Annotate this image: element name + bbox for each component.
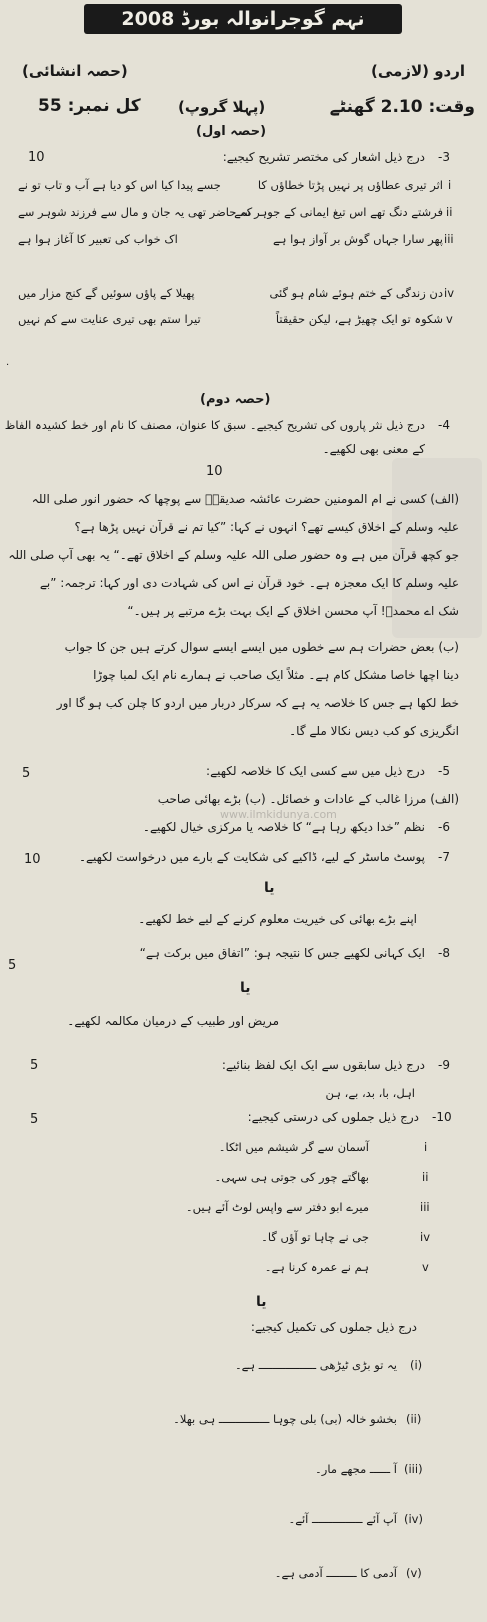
part-one-label: (حصہ اول) (196, 124, 267, 139)
list-item-num: (i) (410, 1358, 423, 1372)
paragraph-line: انگریزی کو کب دیس نکالا ملے گا۔ (289, 724, 459, 738)
q4-marks: 10 (206, 464, 223, 479)
q7-alt: اپنے بڑے بھائی کی خیریت معلوم کرنے کے لیے خط لکھیے۔ (138, 912, 417, 926)
q5-marks: 5 (22, 766, 31, 781)
q9-marks: 5 (30, 1058, 39, 1073)
q9-number: -9 (438, 1058, 450, 1072)
q6-text: نظم ”خدا دیکھ رہا ہے“ کا خلاصہ یا مرکزی خیال لکھیے۔ (142, 820, 425, 834)
q3-line-right: دن زندگی کے ختم ہوئے شام ہو گئی (269, 286, 443, 300)
q3-marks: 10 (28, 150, 45, 165)
q3-line-right: اثر تیری عطاؤں پر نہیں پڑتا خطاؤں کا (257, 178, 443, 192)
q4-instruction-1: درج ذیل نثر پاروں کی تشریح کیجیے۔ سبق کا عنوان، مصنف کا نام اور خط کشیدہ الفاظ (4, 418, 425, 432)
q7-text: پوسٹ ماسٹر کے لیے، ڈاکیے کی شکایت کے بارے میں درخواست لکھیے۔ (78, 850, 425, 864)
q7-number: -7 (438, 850, 450, 864)
part-two-label: (حصہ دوم) (200, 392, 271, 407)
list-item-num: (ii) (406, 1412, 422, 1426)
q7-or: یا (264, 880, 275, 896)
list-item: ہم نے عمرہ کرنا ہے۔ (264, 1260, 369, 1274)
margin-mark: · (6, 360, 10, 371)
time-label: وقت: 2.10 گھنٹے (329, 97, 475, 117)
q3-line-right: شکوہ تو ایک چھیڑ ہے، لیکن حقیقتاً (275, 312, 443, 326)
subject-label: اردو (لازمی) (371, 62, 465, 80)
list-item: آدمی کا ـــــــــ آدمی ہے۔ (274, 1566, 397, 1580)
q9-text: درج ذیل سابقوں سے ایک ایک لفظ بنائیے: (221, 1058, 425, 1072)
paragraph-line: شک اے محمدؐ! آپ محسن اخلاق کے ایک بہت بڑے مرتبے پر ہیں۔“ (127, 604, 459, 618)
total-marks: کل نمبر: 55 (38, 96, 141, 116)
q3-line-left: کہ حاضر تھی یہ جان و مال سے فرزند شوہر سے (18, 205, 253, 219)
q8-text: ایک کہانی لکھیے جس کا نتیجہ ہو: ”اتفاق میں برکت ہے“ (139, 946, 425, 960)
q3-line-left: اک خواب کی تعبیر کا آغاز ہوا ہے (18, 232, 178, 246)
list-item-num: ii (422, 1170, 429, 1184)
q3-line-num: ii (446, 205, 453, 219)
q8-number: -8 (438, 946, 450, 960)
q3-line-num: v (446, 312, 453, 326)
q3-line-left: تیرا ستم بھی تیری عنایت سے کم نہیں (18, 312, 201, 326)
q10-text: درج ذیل جملوں کی درستی کیجیے: (247, 1110, 419, 1124)
paragraph-line: دینا اچھا خاصا مشکل کام ہے۔ مثلاً ایک صاحب نے ہمارے نام ایک لمبا چوڑا (93, 668, 459, 682)
q10-marks: 5 (30, 1112, 39, 1127)
q3-line-right: فرشتے دنگ تھے اس تیغ ایمانی کے جوہر سے (234, 205, 443, 219)
q4-instruction-2: کے معنی بھی لکھیے۔ (322, 442, 425, 456)
q8-marks: 5 (8, 958, 17, 973)
list-item: جی نے چاہا تو آؤں گا۔ (261, 1230, 369, 1244)
list-item-num: (iv) (404, 1512, 423, 1526)
q3-line-right: پھر سارا جہاں گوش بر آواز ہوا ہے (273, 232, 443, 246)
q10-or: یا (256, 1294, 267, 1310)
q3-line-left: جسے پیدا کیا اس کو دیا ہے آب و تاب تو نے (18, 178, 221, 192)
list-item: یہ تو بڑی ٹیڑھی ـــــــــــــــــ ہے۔ (234, 1358, 397, 1372)
list-item: آسمان سے گر شیشم میں اٹکا۔ (218, 1140, 369, 1154)
watermark-url: www.ilmkidunya.com (220, 808, 337, 821)
group-label: (پہلا گروپ) (178, 98, 266, 116)
list-item-num: (iii) (404, 1462, 423, 1476)
list-item-num: v (422, 1260, 429, 1274)
q9-items: اہل، با، بد، بے، ہن (325, 1086, 415, 1100)
q5-options: (الف) مرزا غالب کے عادات و خصائل۔ (ب) بڑے بھائی صاحب (157, 792, 459, 806)
list-item: آپ آئے ـــــــــــــــ آئے۔ (288, 1512, 397, 1526)
q5-number: -5 (438, 764, 450, 778)
q10-number: -10 (432, 1110, 452, 1124)
paragraph-line: جو کچھ قرآن میں ہے وہ حضور صلی اللہ علیہ وسلم کے اخلاق تھے۔“ یہ بھی آپ صلی اللہ (8, 548, 459, 562)
list-item: بخشو خالہ (بی) بلی چوہا ـــــــــــــــ ہی بھلا۔ (173, 1412, 397, 1426)
q7-marks: 10 (24, 852, 41, 867)
q3-number: -3 (438, 150, 450, 164)
q3-line-left: پھیلا کے پاؤں سوئیں گے کنج مزار میں (18, 286, 195, 300)
list-item-num: iii (420, 1200, 430, 1214)
list-item-num: i (424, 1140, 428, 1154)
list-item: آ ــــــ مجھے مار۔ (315, 1462, 397, 1476)
q3-line-num: iv (444, 286, 455, 300)
q10-alt-instruction: درج ذیل جملوں کی تکمیل کیجیے: (250, 1320, 417, 1334)
q8-or: یا (240, 980, 251, 996)
paragraph-line: خط لکھا ہے جس کا خلاصہ یہ ہے کہ سرکار دربار میں اردو کا چلن کب ہو گا اور (56, 696, 459, 710)
list-item: بھاگتے چور کی جوتی ہی سہی۔ (214, 1170, 369, 1184)
paragraph-line: علیہ وسلم کا ایک معجزہ ہے۔ خود قرآن نے اس کی شہادت دی اور کہا: ترجمہ: ”بے (39, 576, 459, 590)
q6-number: -6 (438, 820, 450, 834)
paragraph-line: علیہ وسلم کے اخلاق کیسے تھے؟ انہوں نے کہا: ”کیا تم نے قرآن نہیں پڑھا ہے؟ (74, 520, 459, 534)
q8-alt: مریض اور طبیب کے درمیان مکالمہ لکھیے۔ (67, 1014, 279, 1028)
q5-instruction: درج ذیل میں سے کسی ایک کا خلاصہ لکھیے: (206, 764, 425, 778)
q3-line-num: iii (444, 232, 454, 246)
q4-number: -4 (438, 418, 450, 432)
list-item-num: iv (420, 1230, 431, 1244)
page-title: نہم گوجرانوالہ بورڈ 2008 (84, 4, 402, 34)
list-item: میرے ابو دفتر سے واپس لوٹ آئے ہیں۔ (185, 1200, 369, 1214)
paragraph-line: (الف) کسی نے ام المومنین حضرت عائشہ صدیقہؓ سے پوچھا کہ حضور انور صلی اللہ (31, 492, 459, 506)
section-label: (حصہ انشائی) (22, 62, 128, 80)
paragraph-line: (ب) بعض حضرات ہم سے خطوں میں ایسے ایسے سوال کرتے ہیں جن کا جواب (64, 640, 459, 654)
list-item-num: (v) (406, 1566, 422, 1580)
q3-instruction: درج ذیل اشعار کی مختصر تشریح کیجیے: (222, 150, 425, 164)
q3-line-num: i (448, 178, 452, 192)
